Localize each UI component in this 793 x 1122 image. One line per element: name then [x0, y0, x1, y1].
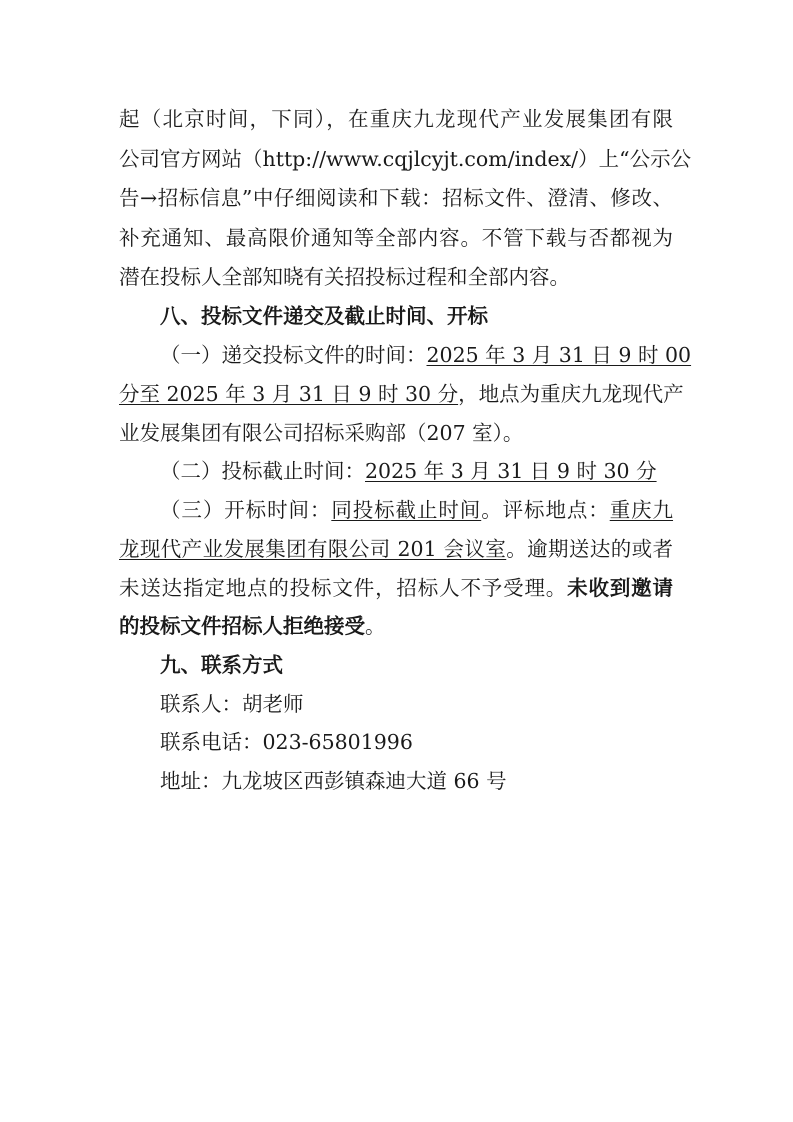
section-heading-8: 八、投标文件递交及截止时间、开标: [160, 304, 488, 328]
contact-person: 联系人：胡老师: [160, 692, 304, 716]
paragraph-line: [119, 382, 684, 406]
paragraph-line: [119, 265, 570, 289]
text-run: 业发展集团有限公司招标采购部（207 室）。: [119, 421, 524, 445]
paragraph-line: [119, 614, 386, 638]
paragraph-line: [119, 107, 673, 131]
bold-text: 未收到邀请: [567, 576, 674, 600]
paragraph-line: [119, 537, 673, 561]
underlined-time: 同投标截止时间: [331, 498, 482, 522]
text-run: 补充通知、最高限价通知等全部内容。不管下载与否都视为: [119, 226, 673, 250]
underlined-place: 重庆九: [609, 498, 674, 522]
text-run: （三）开标时间：: [160, 498, 332, 522]
underlined-time: 分至 2025 年 3 月 31 日 9 时 30 分: [119, 382, 459, 406]
section-heading-9: 九、联系方式: [160, 653, 283, 677]
text-run: 公司官方网站（http://www.cqjlcyjt.com/index/）上“公示公: [119, 147, 692, 171]
paragraph-line: [119, 186, 673, 210]
paragraph-line: [119, 226, 673, 250]
text-run: （一）递交投标文件的时间：: [160, 343, 427, 367]
text-run: 。: [365, 614, 386, 638]
underlined-time: 2025 年 3 月 31 日 9 时 30 分: [365, 459, 657, 483]
underlined-place: 龙现代产业发展集团有限公司 201 会议室: [119, 537, 507, 561]
text-run: 。逾期送达的或者: [506, 537, 674, 561]
paragraph-line: [119, 147, 692, 171]
paragraph-line: [119, 576, 673, 600]
text-run: 告→招标信息”中仔细阅读和下载：招标文件、澄清、修改、: [119, 186, 673, 210]
bold-text: 的投标文件招标人拒绝接受: [119, 614, 365, 638]
contact-address: 地址：九龙坡区西彭镇森迪大道 66 号: [160, 769, 507, 793]
text-run: （二）投标截止时间：: [160, 459, 365, 483]
text-run: 潜在投标人全部知晓有关招投标过程和全部内容。: [119, 265, 570, 289]
text-run: 起（北京时间，下同），在重庆九龙现代产业发展集团有限: [119, 107, 673, 131]
paragraph-line: [160, 343, 692, 367]
underlined-time: 2025 年 3 月 31 日 9 时 00: [426, 343, 692, 367]
text-run: 。评标地点：: [481, 498, 610, 522]
paragraph-line: [119, 421, 523, 445]
contact-phone: 联系电话：023-65801996: [160, 730, 413, 754]
text-run: 未送达指定地点的投标文件，招标人不予受理。: [119, 576, 568, 600]
text-run: ，地点为重庆九龙现代产: [458, 382, 684, 406]
paragraph-line: [160, 459, 657, 483]
paragraph-line: [160, 498, 673, 522]
